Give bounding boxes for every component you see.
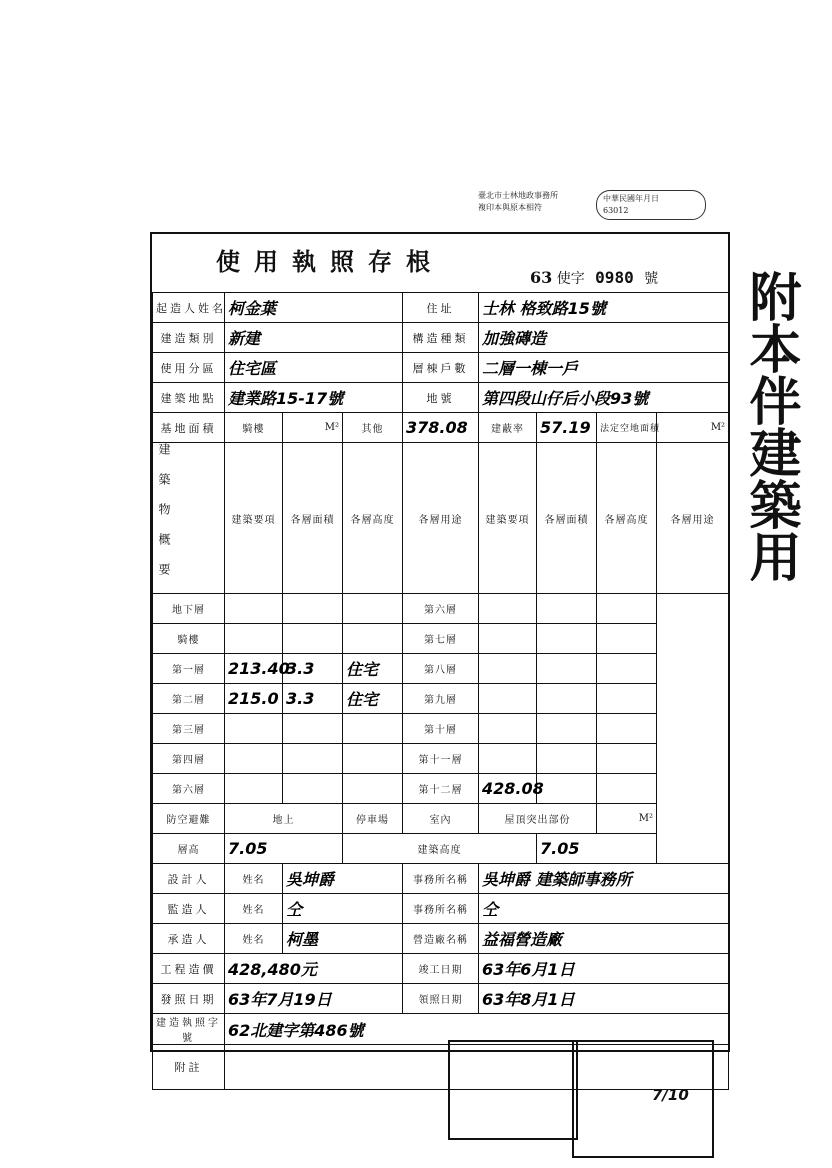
floor-name: 第九層 (403, 684, 479, 714)
floor-use (597, 744, 657, 774)
unit: M² (638, 813, 654, 824)
floors-label: 層棟戶數 (403, 353, 479, 383)
use-zone-label: 使用分區 (153, 353, 225, 383)
building-section (153, 443, 225, 594)
floor-name: 地下層 (153, 594, 225, 624)
floor-name: 第八層 (403, 654, 479, 684)
floor-use (343, 594, 403, 624)
arcade-label: 騎樓 (225, 413, 283, 443)
table-row (153, 684, 729, 714)
receive-label: 領照日期 (403, 984, 479, 1014)
floor-height (537, 714, 597, 744)
floor-use (343, 714, 403, 744)
floor-area (479, 744, 537, 774)
office-label: 事務所名稱 (403, 864, 479, 894)
col-header: 各層用途 (657, 443, 729, 594)
coverage-label: 建蔽率 (479, 413, 537, 443)
floor-area: 428.08 (479, 774, 537, 804)
table-row (153, 654, 729, 684)
col-header: 各層高度 (597, 443, 657, 594)
parking-indoor: 室內 (403, 804, 479, 834)
office-label: 事務所名稱 (403, 894, 479, 924)
builder-label: 起造人姓名 (153, 293, 225, 323)
floor-height: 3.3 (283, 654, 343, 684)
unit: M² (710, 422, 726, 433)
supervisor-label: 監造人 (153, 894, 225, 924)
margin-handwriting: 附本伴建築用 (740, 270, 801, 582)
address-label: 住址 (403, 293, 479, 323)
story-height-value: 7.05 (225, 834, 343, 864)
floor-height (537, 774, 597, 804)
contractor-name: 柯墨 (283, 924, 403, 954)
floor-area (479, 714, 537, 744)
floor-height (283, 774, 343, 804)
permit-serial: 0980 (595, 268, 634, 287)
col-header: 建築要項 (479, 443, 537, 594)
floor-name: 第二層 (153, 684, 225, 714)
issue-label: 發照日期 (153, 984, 225, 1014)
receive-value: 63年8月1日 (479, 984, 729, 1014)
floor-height (537, 624, 597, 654)
bottom-note: 7/10 (652, 1086, 689, 1104)
floor-name: 第六層 (153, 774, 225, 804)
table-row (153, 714, 729, 744)
building-height-label: 建築高度 (343, 834, 537, 864)
name-label: 姓名 (225, 894, 283, 924)
floor-use (597, 684, 657, 714)
floor-name: 第三層 (153, 714, 225, 744)
note-label: 附註 (153, 1045, 225, 1090)
certification-stamp (478, 190, 708, 238)
site-address: 建業路15-17號 (225, 383, 403, 413)
floor-name: 騎樓 (153, 624, 225, 654)
other-value: 378.08 (403, 413, 479, 443)
permit-suffix: 號 (644, 271, 659, 287)
land-value: 第四段山仔后小段93號 (479, 383, 729, 413)
address-value: 士林 格致路15號 (479, 293, 729, 323)
floor-area (225, 594, 283, 624)
floor-use (597, 714, 657, 744)
table-row (153, 624, 729, 654)
stamp-line: 臺北市士林地政事務所 (478, 191, 558, 200)
name-label: 姓名 (225, 924, 283, 954)
stamp-line: 63012 (603, 206, 629, 215)
building-section-label: 建築物概要 (157, 443, 171, 593)
permit-table (152, 292, 729, 1090)
floor-area (479, 624, 537, 654)
floor-use (597, 594, 657, 624)
contractor-label: 承造人 (153, 924, 225, 954)
base-area-label: 基地面積 (153, 413, 225, 443)
supervisor-name: 仝 (283, 894, 403, 924)
floor-height (283, 744, 343, 774)
floor-height: 3.3 (283, 684, 343, 714)
structure-value: 加強磚造 (479, 323, 729, 353)
floor-area (225, 714, 283, 744)
permit-number (530, 268, 658, 288)
table-row (153, 594, 729, 624)
defense-label: 防空避難 (153, 804, 225, 834)
defense-above: 地上 (225, 804, 343, 834)
cost-value: 428,480元 (225, 954, 403, 984)
land-label: 地號 (403, 383, 479, 413)
floors-value: 二層一棟一戶 (479, 353, 729, 383)
roof-label: 屋頂突出部份 (479, 804, 597, 834)
floor-area (479, 594, 537, 624)
floor-height (537, 684, 597, 714)
floor-area: 215.0 (225, 684, 283, 714)
floor-height (537, 594, 597, 624)
floor-area (479, 684, 537, 714)
col-header: 各層高度 (343, 443, 403, 594)
table-row (153, 744, 729, 774)
unit: M² (324, 422, 339, 433)
building-height-value: 7.05 (537, 834, 657, 864)
floor-name: 第十二層 (403, 774, 479, 804)
floor-use (597, 774, 657, 804)
table-row (153, 774, 729, 804)
permit-label: 建造執照字號 (153, 1014, 225, 1045)
open-space-label: 法定空地面積 (597, 413, 657, 443)
receipt-stamp (448, 1040, 578, 1140)
floor-height (283, 594, 343, 624)
col-header: 建築要項 (225, 443, 283, 594)
permit-kind: 使字 (556, 271, 585, 287)
floor-height (283, 714, 343, 744)
floor-use (343, 744, 403, 774)
stamp-line: 中華民國年月日 (603, 194, 659, 203)
floor-use (597, 624, 657, 654)
floor-name: 第七層 (403, 624, 479, 654)
floor-use: 住宅 (343, 684, 403, 714)
floor-area: 213.40 (225, 654, 283, 684)
builder-name: 柯金葉 (225, 293, 403, 323)
structure-label: 構造種類 (403, 323, 479, 353)
designer-name: 吳坤爵 (283, 864, 403, 894)
col-header: 各層面積 (537, 443, 597, 594)
floor-use (343, 774, 403, 804)
company-value: 益福營造廠 (479, 924, 729, 954)
completion-value: 63年6月1日 (479, 954, 729, 984)
permit-value: 62北建字第486號 (225, 1014, 729, 1045)
floor-name: 第十一層 (403, 744, 479, 774)
issue-value: 63年7月19日 (225, 984, 403, 1014)
floor-name: 第十層 (403, 714, 479, 744)
office-value: 吳坤爵 建築師事務所 (479, 864, 729, 894)
site-label: 建築地點 (153, 383, 225, 413)
supervisor-office: 仝 (479, 894, 729, 924)
story-height-label: 層高 (153, 834, 225, 864)
floor-area (479, 654, 537, 684)
floor-area (225, 774, 283, 804)
cost-label: 工程造價 (153, 954, 225, 984)
stamp-line: 複印本與原本相符 (478, 203, 542, 212)
other-label: 其他 (343, 413, 403, 443)
permit-year: 63 (530, 268, 553, 287)
floor-area (225, 624, 283, 654)
floor-name: 第四層 (153, 744, 225, 774)
floor-use: 住宅 (343, 654, 403, 684)
coverage-value: 57.19 (537, 413, 597, 443)
col-header: 各層面積 (283, 443, 343, 594)
floor-height (537, 744, 597, 774)
company-label: 營造廠名稱 (403, 924, 479, 954)
build-type-label: 建造類別 (153, 323, 225, 353)
floor-height (283, 624, 343, 654)
designer-label: 設計人 (153, 864, 225, 894)
build-type-value: 新建 (225, 323, 403, 353)
receipt-stamp (572, 1040, 714, 1158)
floor-area (225, 744, 283, 774)
name-label: 姓名 (225, 864, 283, 894)
floor-name: 第六層 (403, 594, 479, 624)
floor-use (343, 624, 403, 654)
use-zone-value: 住宅區 (225, 353, 403, 383)
floor-height (537, 654, 597, 684)
parking-label: 停車場 (343, 804, 403, 834)
col-header: 各層用途 (403, 443, 479, 594)
floor-use (597, 654, 657, 684)
floor-name: 第一層 (153, 654, 225, 684)
completion-label: 竣工日期 (403, 954, 479, 984)
form-title: 使用執照存根 (216, 247, 444, 276)
